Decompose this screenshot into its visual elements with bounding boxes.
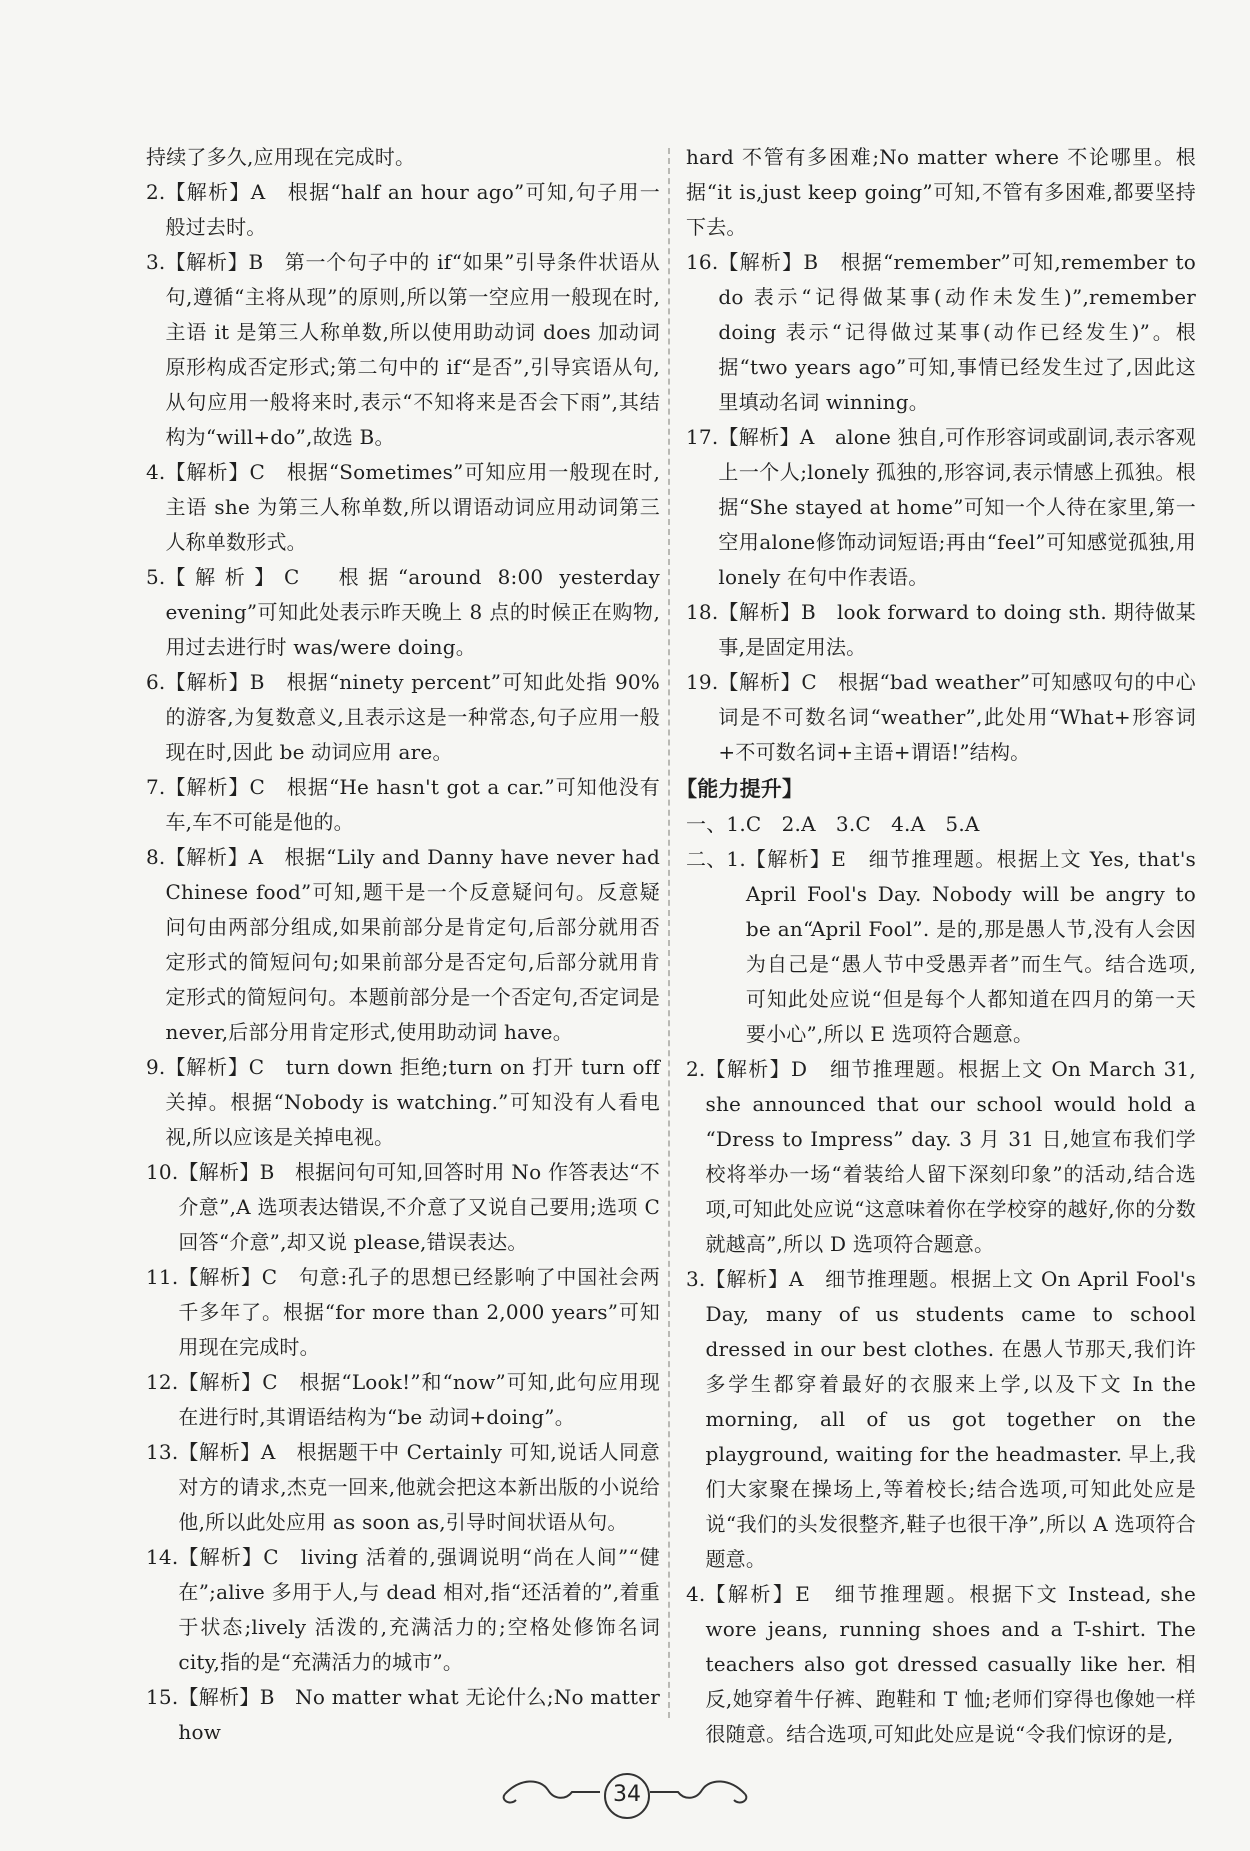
list-item xyxy=(686,665,1196,770)
list-item xyxy=(146,245,660,455)
item-number: 5. xyxy=(146,565,166,589)
item-text: 【解析】C 句意:孔子的思想已经影响了中国社会两千多年了。根据“for more than 2,000 years”可知用现在完成时。 xyxy=(178,1265,660,1359)
list-item xyxy=(146,1155,660,1260)
list-item xyxy=(146,665,660,770)
item-text: 【解析】B look forward to doing sth. 期待做某事,是固定用法。 xyxy=(718,600,1196,659)
item-number: 12. xyxy=(146,1370,179,1394)
list-item xyxy=(146,1540,660,1680)
item-text: 【解析】E 细节推理题。根据上文 Yes, that's April Fool's Day. Nobody will be angry to be an“April Fool”. 是的,那是愚人节,没有人会因为自己是“愚人节中受愚弄者”而生气。结合选项,可知此处应说“但是每个人都知道在四月的第一天要小心”,所以 E 选项符合题意。 xyxy=(745,847,1196,1046)
item-text: 【解析】A 根据题干中 Certainly 可知,说话人同意对方的请求,杰克一回来,他就会把这本新出版的小说给他,所以此处应用 as soon as,引导时间状语从句。 xyxy=(178,1440,660,1534)
item-number: 15. xyxy=(146,1685,179,1709)
item-number: 13. xyxy=(146,1440,179,1464)
item-text: 【解析】A 根据“Lily and Danny have never had Chinese food”可知,题干是一个反意疑问句。反意疑问句由两部分组成,如果前部分是肯定句,后部分就用否定形式的简短问句;如果前部分是否定句,后部分就用肯定形式的简短问句。本题前部分是一个否定句,否定词是 never,后部分用肯定形式,使用助动词 have。 xyxy=(165,845,660,1044)
right-intro: hard 不管有多困难;No matter where 不论哪里。根据“it is,just keep going”可知,不管有多困难,都要坚持下去。 xyxy=(686,145,1196,239)
list-item xyxy=(686,1577,1196,1752)
item-text: 【解析】C 根据“around 8:00 yesterday evening”可知此处表示昨天晚上 8 点的时候正在购物,用过去进行时 was/were doing。 xyxy=(165,565,660,659)
item-text: 【解析】A 细节推理题。根据上文 On April Fool's Day, many of us students came to school dressed in our best clothes. 在愚人节那天,我们许多学生都穿着最好的衣服来上学,以及下文 In the morning, all of us got together on the playground, waiting for the headmaster. 早上,我们大家聚在操场上,等着校长;结合选项,可知此处应是说“我们的头发很整齐,鞋子也很干净”,所以 A 选项符合题意。 xyxy=(705,1267,1196,1571)
item-number: 7. xyxy=(146,775,166,799)
item-number: 2. xyxy=(686,1057,706,1081)
item-number: 3. xyxy=(686,1267,706,1291)
item-text: 【解析】D 细节推理题。根据上文 On March 31, she announced that our school would hold a “Dress to Impress” day. 3 月 31 日,她宣布我们学校将举办一场“着装给人留下深刻印象”的活动,结合选项,可知此处应说“这意味着你在学校穿的越好,你的分数就越高”,所以 D 选项符合题意。 xyxy=(705,1057,1196,1256)
item-number: 9. xyxy=(146,1055,166,1079)
left-intro: 持续了多久,应用现在完成时。 xyxy=(146,145,416,169)
answers-line: 一、1.C 2.A 3.C 4.A 5.A xyxy=(686,812,980,836)
item-text: 【解析】A 根据“half an hour ago”可知,句子用一般过去时。 xyxy=(165,180,660,239)
item-number: 二、1. xyxy=(686,847,746,871)
right-curl xyxy=(734,1794,746,1802)
list-item xyxy=(146,1365,660,1435)
left-curl xyxy=(504,1794,516,1802)
list-item xyxy=(146,770,660,840)
list-item xyxy=(686,420,1196,595)
list-item xyxy=(686,1052,1196,1262)
item-number: 18. xyxy=(686,600,719,624)
list-item xyxy=(686,1262,1196,1577)
item-number: 17. xyxy=(686,425,719,449)
list-item xyxy=(146,455,660,560)
right-flourish xyxy=(650,1781,745,1797)
list-item xyxy=(146,840,660,1050)
list-item xyxy=(146,560,660,665)
item-number: 11. xyxy=(146,1265,179,1289)
item-number: 16. xyxy=(686,250,719,274)
item-number: 2. xyxy=(146,180,166,204)
list-item xyxy=(146,175,660,245)
page-number: 34 xyxy=(604,1773,650,1819)
item-text: 【解析】C 根据“Sometimes”可知应用一般现在时,主语 she 为第三人称单数,所以谓语动词应用动词第三人称单数形式。 xyxy=(165,460,660,554)
section-title: 【能力提升】 xyxy=(676,777,804,801)
item-number: 19. xyxy=(686,670,719,694)
left-flourish xyxy=(505,1781,600,1797)
right-column xyxy=(676,140,1196,1752)
item-text: 【解析】B 根据“ninety percent”可知此处指 90%的游客,为复数意义,且表示这是一种常态,句子应用一般现在时,因此 be 动词应用 are。 xyxy=(165,670,660,764)
list-item xyxy=(146,1260,660,1365)
item-text: 【解析】A alone 独自,可作形容词或副词,表示客观上一个人;lonely 孤独的,形容词,表示情感上孤独。根据“She stayed at home”可知一个人待在家里,第一空用alone修饰动词短语;再由“feel”可知感觉孤独,用 lonely 在句中作表语。 xyxy=(718,425,1196,589)
left-column xyxy=(146,140,660,1750)
item-number: 14. xyxy=(146,1545,179,1569)
item-number: 3. xyxy=(146,250,166,274)
item-text: 【解析】B 第一个句子中的 if“如果”引导条件状语从句,遵循“主将从现”的原则,所以第一空应用一般现在时,主语 it 是第三人称单数,所以使用助动词 does 加动词原形构成否定形式;第二句中的 if“是否”,引导宾语从句,从句应用一般将来时,表示“不知将来是否会下雨”,其结构为“will+do”,故选 B。 xyxy=(165,250,660,449)
item-text: 【解析】B 根据问句可知,回答时用 No 作答表达“不介意”,A 选项表达错误,不介意了又说自己要用;选项 C 回答“介意”,却又说 please,错误表达。 xyxy=(178,1160,660,1254)
list-item xyxy=(686,595,1196,665)
item-text: 【解析】C living 活着的,强调说明“尚在人间”“健在”;alive 多用于人,与 dead 相对,指“还活着的”,着重于状态;lively 活泼的,充满活力的;空格处修饰名词 city,指的是“充满活力的城市”。 xyxy=(178,1545,660,1674)
item-number: 10. xyxy=(146,1160,179,1184)
list-item xyxy=(686,842,1196,1052)
item-text: 【解析】C 根据“Look!”和“now”可知,此句应用现在进行时,其谓语结构为“be 动词+doing”。 xyxy=(178,1370,660,1429)
list-item xyxy=(146,1680,660,1750)
item-text: 【解析】C turn down 拒绝;turn on 打开 turn off 关掉。根据“Nobody is watching.”可知没有人看电视,所以应该是关掉电视。 xyxy=(165,1055,660,1149)
item-text: 【解析】E 细节推理题。根据下文 Instead, she wore jeans, running shoes and a T-shirt. The teachers also got dressed casually like her. 相反,她穿着牛仔裤、跑鞋和 T 恤;老师们穿得也像她一样很随意。结合选项,可知此处应是说“令我们惊讶的是, xyxy=(705,1582,1196,1746)
item-number: 8. xyxy=(146,845,166,869)
list-item xyxy=(146,1050,660,1155)
list-item xyxy=(686,245,1196,420)
item-text: 【解析】B No matter what 无论什么;No matter how xyxy=(178,1685,660,1744)
item-text: 【解析】C 根据“He hasn't got a car.”可知他没有车,车不可能是他的。 xyxy=(165,775,660,834)
item-text: 【解析】B 根据“remember”可知,remember to do 表示“记得做某事(动作未发生)”,remember doing 表示“记得做过某事(动作已经发生)”。根据“two years ago”可知,事情已经发生过了,因此这里填动名词 winning。 xyxy=(718,250,1196,414)
item-number: 4. xyxy=(146,460,166,484)
list-item xyxy=(146,1435,660,1540)
item-number: 4. xyxy=(686,1582,706,1606)
column-divider xyxy=(668,148,670,1718)
item-text: 【解析】C 根据“bad weather”可知感叹句的中心词是不可数名词“weather”,此处用“What+形容词+不可数名词+主语+谓语!”结构。 xyxy=(718,670,1196,764)
item-number: 6. xyxy=(146,670,166,694)
